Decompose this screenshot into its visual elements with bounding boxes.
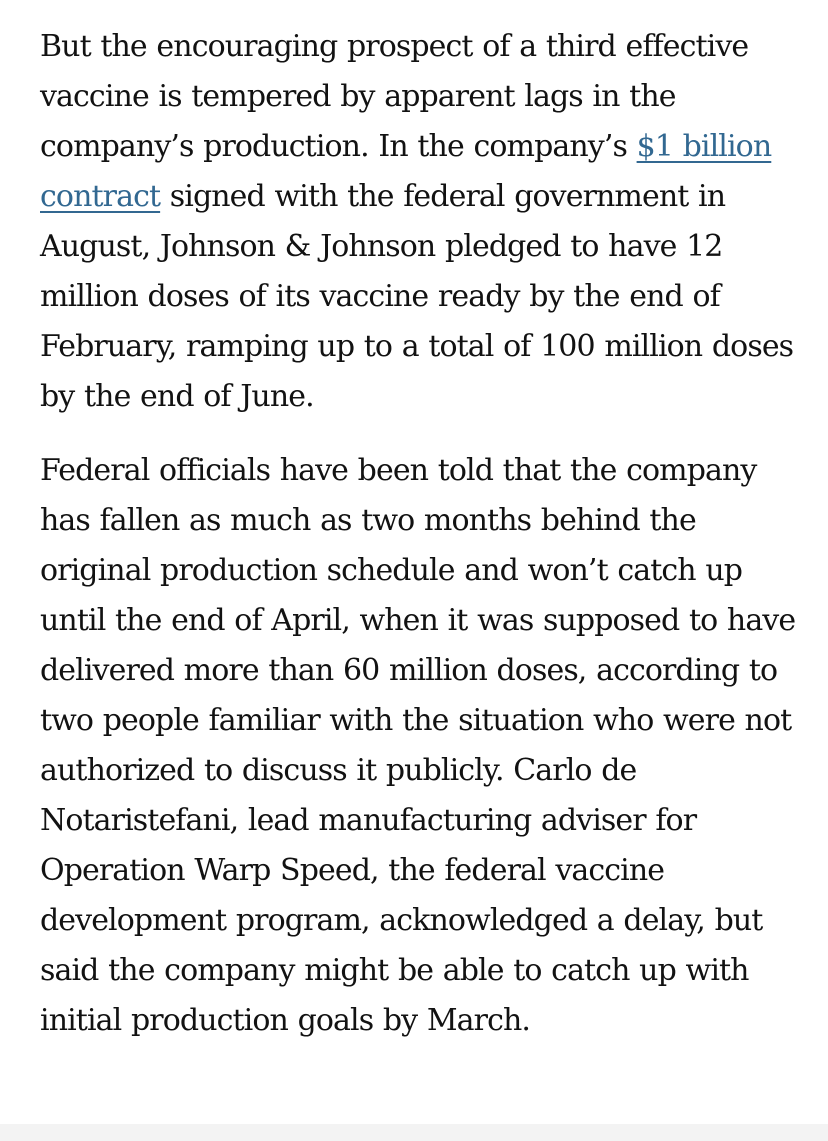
paragraph-text-after-link: signed with the federal government in August, Johnson & Johnson pledged to have 12 million doses of its vaccine ready by the end of February, ramping up to a total of 100 million doses by the end of June. [40,179,794,414]
paragraph-production-lags [40,22,800,422]
contract-link[interactable]: $1 billion contract [40,129,772,214]
paragraph-text-before-link: But the encouraging prospect of a third effective vaccine is tempered by apparent lags in the company’s production. In the company’s [40,29,749,164]
bottom-divider-bar [0,1124,828,1141]
paragraph-schedule-delay: Federal officials have been told that the company has fallen as much as two months behind the original production schedule and won’t catch up until the end of April, when it was supposed to have delivered more than 60 million doses, according to two people familiar with the situation who were not authorized to discuss it publicly. Carlo de Notaristefani, lead manufacturing adviser for Operation Warp Speed, the federal vaccine development program, acknowledged a delay, but said the company might be able to catch up with initial production goals by March. [40,453,796,1038]
article-body [40,22,800,1070]
